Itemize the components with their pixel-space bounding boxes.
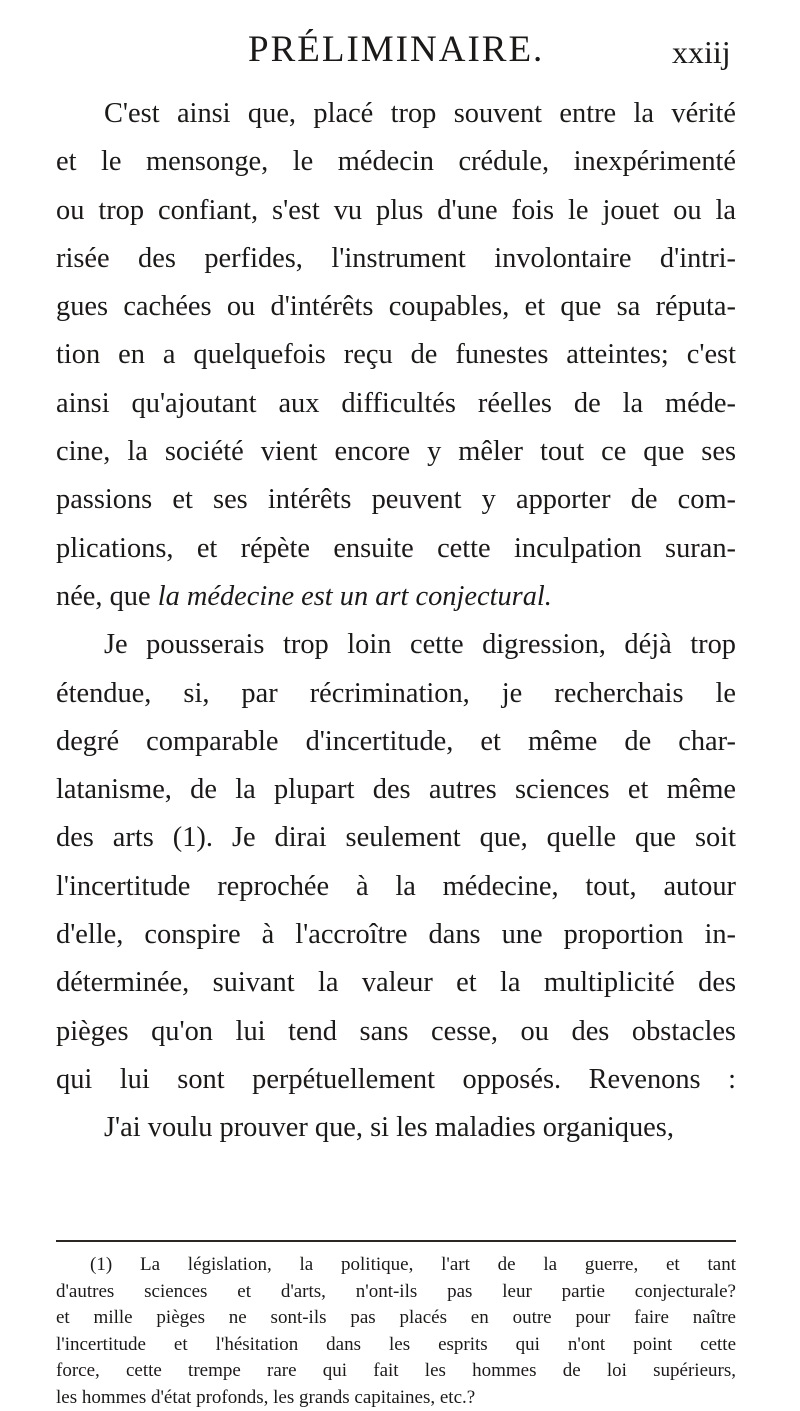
footnote-line: (1) La législation, la politique, l'art de la guerre, et tant [56, 1252, 736, 1279]
text-line: Je pousserais trop loin cette digression, déjà trop [56, 621, 736, 669]
text-line-lead: née, que [56, 581, 158, 612]
footnote-line: d'autres sciences et d'arts, n'ont-ils pas leur partie conjecturale? [56, 1279, 736, 1306]
text-line: d'elle, conspire à l'accroître dans une proportion in- [56, 911, 736, 959]
text-line: qui lui sont perpétuellement opposés. Revenons : [56, 1056, 736, 1104]
text-line: pièges qu'on lui tend sans cesse, ou des obstacles [56, 1008, 736, 1056]
text-line: des arts (1). Je dirai seulement que, quelle que soit [56, 814, 736, 862]
footnote [56, 1252, 736, 1411]
text-line: risée des perfides, l'instrument involontaire d'intri- [56, 235, 736, 283]
page-header [0, 28, 800, 84]
text-line: C'est ainsi que, placé trop souvent entre la vérité [56, 90, 736, 138]
footnote-line: les hommes d'état profonds, les grands capitaines, etc.? [56, 1385, 736, 1411]
text-line: J'ai voulu prouver que, si les maladies organiques, [56, 1104, 736, 1152]
text-line: cine, la société vient encore y mêler tout ce que ses [56, 428, 736, 476]
text-line [56, 573, 736, 621]
text-line: latanisme, de la plupart des autres sciences et même [56, 766, 736, 814]
footnote-line: et mille pièges ne sont-ils pas placés en outre pour faire naître [56, 1305, 736, 1332]
running-title: PRÉLIMINAIRE. [248, 28, 544, 71]
text-line: ainsi qu'ajoutant aux difficultés réelles de la méde- [56, 380, 736, 428]
text-line: déterminée, suivant la valeur et la multiplicité des [56, 959, 736, 1007]
footnote-divider [56, 1240, 736, 1242]
italic-phrase: la médecine est un art conjectural. [158, 581, 552, 612]
text-line: et le mensonge, le médecin crédule, inexpérimenté [56, 138, 736, 186]
body-text [56, 90, 736, 1153]
text-line: gues cachées ou d'intérêts coupables, et que sa réputa- [56, 283, 736, 331]
text-line: ou trop confiant, s'est vu plus d'une fois le jouet ou la [56, 187, 736, 235]
text-line: l'incertitude reprochée à la médecine, tout, autour [56, 863, 736, 911]
page-number: xxiij [672, 34, 731, 71]
text-line: degré comparable d'incertitude, et même de char- [56, 718, 736, 766]
text-line: tion en a quelquefois reçu de funestes atteintes; c'est [56, 331, 736, 379]
text-line: étendue, si, par récrimination, je recherchais le [56, 670, 736, 718]
footnote-line: l'incertitude et l'hésitation dans les esprits qui n'ont point cette [56, 1332, 736, 1359]
text-line: plications, et répète ensuite cette inculpation suran- [56, 525, 736, 573]
text-line: passions et ses intérêts peuvent y apporter de com- [56, 476, 736, 524]
footnote-line: force, cette trempe rare qui fait les hommes de loi supérieurs, [56, 1358, 736, 1385]
